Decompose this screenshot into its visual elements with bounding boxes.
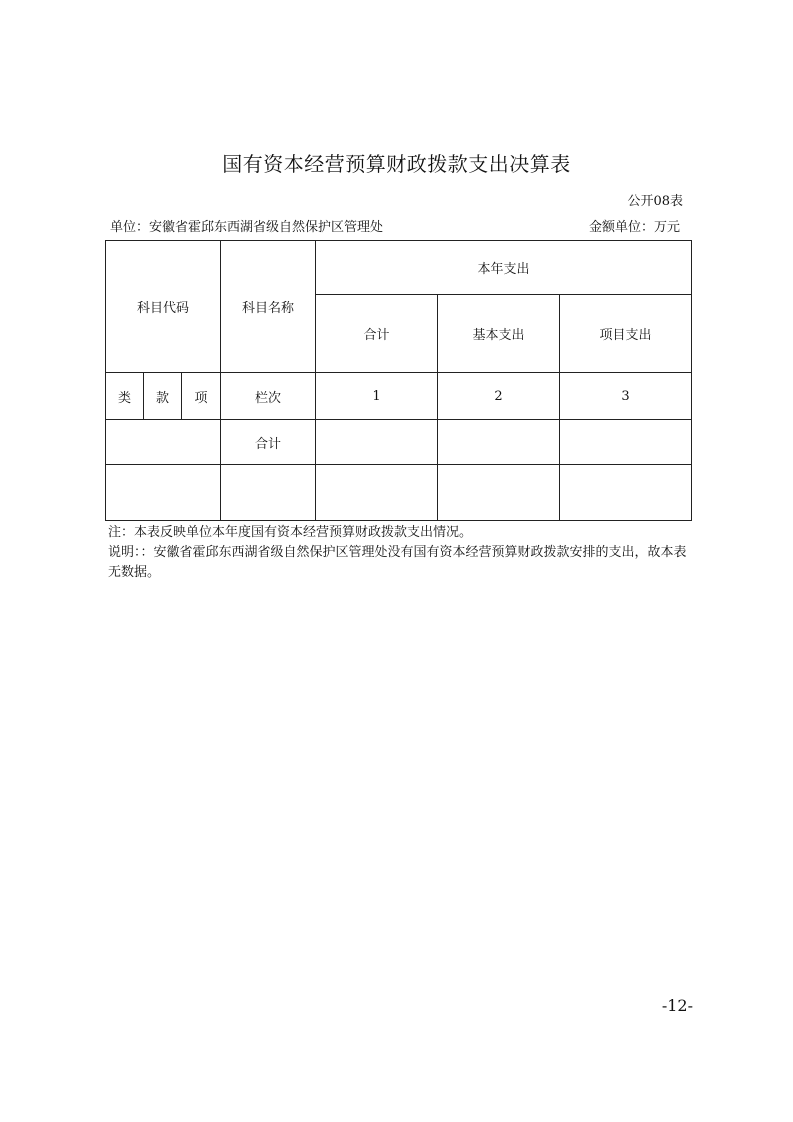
column-number-1: 1: [316, 373, 438, 420]
empty-data-row: [106, 465, 692, 521]
header-row-1: [106, 241, 692, 295]
section-header: 款: [144, 373, 182, 420]
total-row-basic-cell: [438, 420, 560, 465]
project-expenditure-header: 项目支出: [560, 295, 692, 373]
empty-basic-cell: [438, 465, 560, 521]
subject-code-header: 科目代码: [106, 241, 221, 373]
basic-expenditure-header: 基本支出: [438, 295, 560, 373]
note-text: 注：本表反映单位本年度国有资本经营预算财政拨款支出情况。: [108, 525, 473, 540]
form-code: 公开08表: [627, 194, 683, 209]
item-header: 项: [182, 373, 221, 420]
column-order-label: 栏次: [221, 373, 316, 420]
notes-section: [108, 523, 693, 583]
empty-project-cell: [560, 465, 692, 521]
expenditure-table: [105, 240, 692, 521]
empty-name-cell: [221, 465, 316, 521]
column-number-3: 3: [560, 373, 692, 420]
total-row: [106, 420, 692, 465]
total-row-project-cell: [560, 420, 692, 465]
subject-name-header: 科目名称: [221, 241, 316, 373]
page-number: -12-: [661, 996, 693, 1015]
total-row-code-cell: [106, 420, 221, 465]
column-number-2: 2: [438, 373, 560, 420]
explanation-text: 说明：：安徽省霍邱东西湖省级自然保护区管理处没有国有资本经营预算财政拨款安排的支出，故本表无数据。: [108, 545, 687, 580]
current-year-expenditure-header: 本年支出: [316, 241, 692, 295]
category-header: 类: [106, 373, 144, 420]
unit-label: 单位：安徽省霍邱东西湖省级自然保护区管理处: [110, 220, 384, 235]
column-order-row: [106, 373, 692, 420]
page-title: 国有资本经营预算财政拨款支出决算表: [222, 152, 571, 176]
total-row-label: 合计: [221, 420, 316, 465]
empty-total-cell: [316, 465, 438, 521]
total-header: 合计: [316, 295, 438, 373]
total-row-total-cell: [316, 420, 438, 465]
amount-unit-label: 金额单位：万元: [588, 220, 680, 235]
empty-code-cell: [106, 465, 221, 521]
